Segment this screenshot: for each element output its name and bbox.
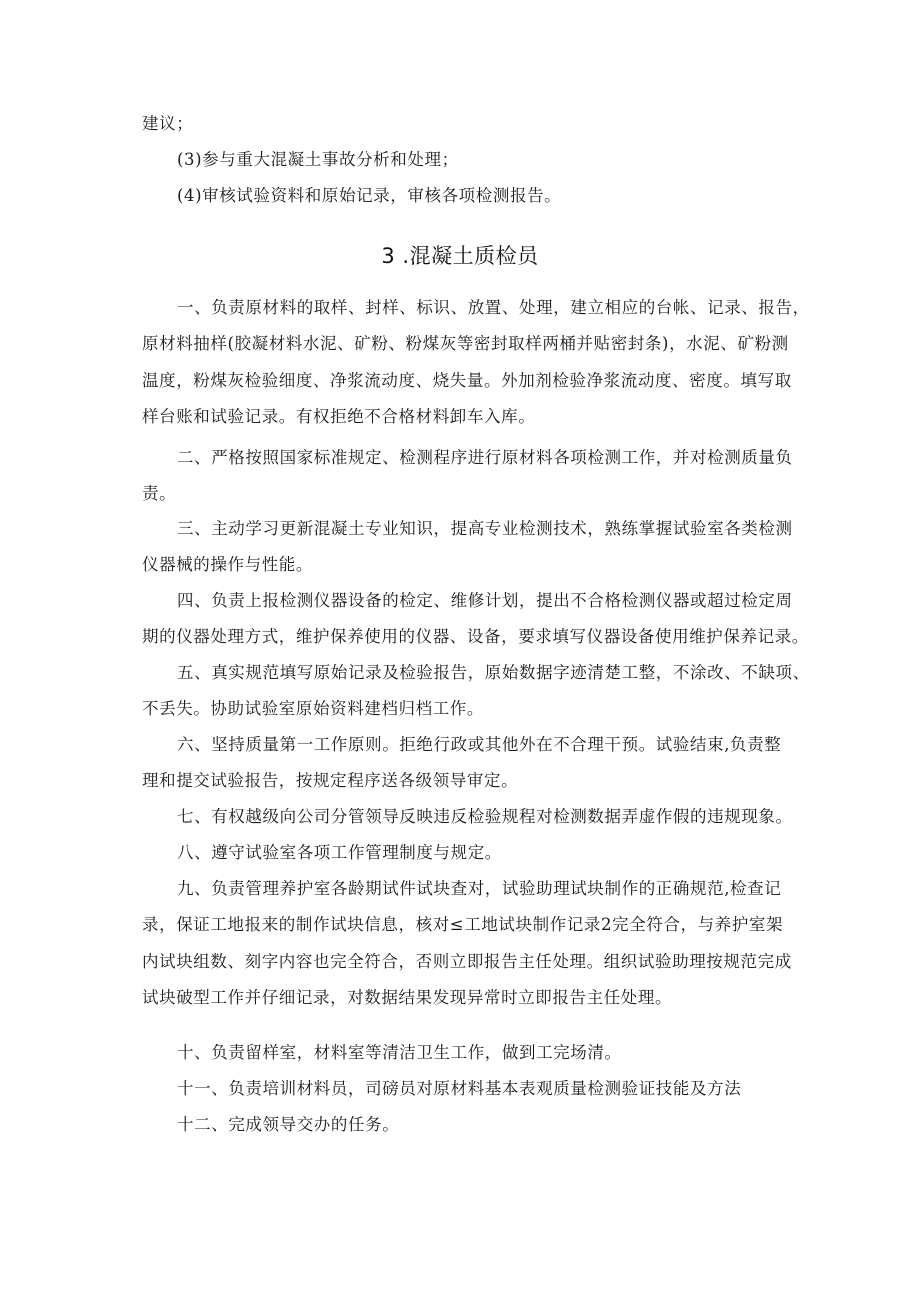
- paragraph-9-line-2: 录，保证工地报来的制作试块信息，核对≤工地试块制作记录2完全符合，与养护室架: [142, 915, 784, 934]
- paragraph-2-line-1: 二、严格按照国家标准规定、检测程序进行原材料各项检测工作，并对检测质量负: [177, 448, 793, 467]
- paragraph-9-line-1: 九、负责管理养护室各龄期试件试块查对，试验助理试块制作的正确规范,检查记: [177, 879, 782, 898]
- intro-line-2: (3)参与重大混凝土事故分析和处理；: [177, 150, 459, 169]
- paragraph-1-line-3: 温度，粉煤灰检验细度、净浆流动度、烧失量。外加剂检验净浆流动度、密度。填写取: [142, 371, 792, 390]
- paragraph-6-line-1: 六、坚持质量第一工作原则。拒绝行政或其他外在不合理干预。试验结束,负责整: [177, 735, 782, 754]
- paragraph-12-line-1: 十二、完成领导交办的任务。: [177, 1115, 400, 1134]
- paragraph-3-line-2: 仪器械的操作与性能。: [142, 555, 313, 574]
- paragraph-1-line-1: 一、负责原材料的取样、封样、标识、放置、处理，建立相应的台帐、记录、报告，: [177, 298, 810, 317]
- paragraph-11-line-1: 十一、负责培训材料员，司磅员对原材料基本表观质量检测验证技能及方法: [177, 1079, 742, 1098]
- paragraph-3-line-1: 三、主动学习更新混凝土专业知识，提高专业检测技术，熟练掌握试验室各类检测: [177, 519, 793, 538]
- section-title: 3 .混凝土质检员: [381, 244, 539, 268]
- paragraph-5-line-1: 五、真实规范填写原始记录及检验报告，原始数据字迹清楚工整，不涂改、不缺项、: [177, 663, 810, 682]
- paragraph-2-line-2: 责。: [142, 484, 177, 503]
- paragraph-7-line-1: 七、有权越级向公司分管领导反映违反检验规程对检测数据弄虚作假的违规现象。: [177, 807, 793, 826]
- intro-line-3: (4)审核试验资料和原始记录，审核各项检测报告。: [177, 186, 562, 205]
- paragraph-1-line-4: 样台账和试验记录。有权拒绝不合格材料卸车入库。: [142, 407, 536, 426]
- paragraph-1-line-2: 原材料抽样(胶凝材料水泥、矿粉、粉煤灰等密封取样两桶并贴密封条)，水泥、矿粉测: [142, 334, 789, 353]
- paragraph-8-line-1: 八、遵守试验室各项工作管理制度与规定。: [177, 843, 502, 862]
- paragraph-4-line-1: 四、负责上报检测仪器设备的检定、维修计划，提出不合格检测仪器或超过检定周: [177, 591, 793, 610]
- intro-line-1: 建议；: [142, 114, 194, 133]
- paragraph-6-line-2: 理和提交试验报告，按规定程序送各级领导审定。: [142, 771, 519, 790]
- paragraph-4-line-2: 期的仪器处理方式，维护保养使用的仪器、设备，要求填写仪器设备使用维护保养记录。: [142, 627, 809, 646]
- paragraph-9-line-3: 内试块组数、刻字内容也完全符合，否则立即报告主任处理。组织试验助理按规范完成: [142, 952, 792, 971]
- paragraph-5-line-2: 不丢失。协助试验室原始资料建档归档工作。: [142, 699, 484, 718]
- paragraph-9-line-4: 试块破型工作并仔细记录，对数据结果发现异常时立即报告主任处理。: [142, 988, 673, 1007]
- paragraph-10-line-1: 十、负责留样室，材料室等清洁卫生工作，做到工完场清。: [177, 1043, 622, 1062]
